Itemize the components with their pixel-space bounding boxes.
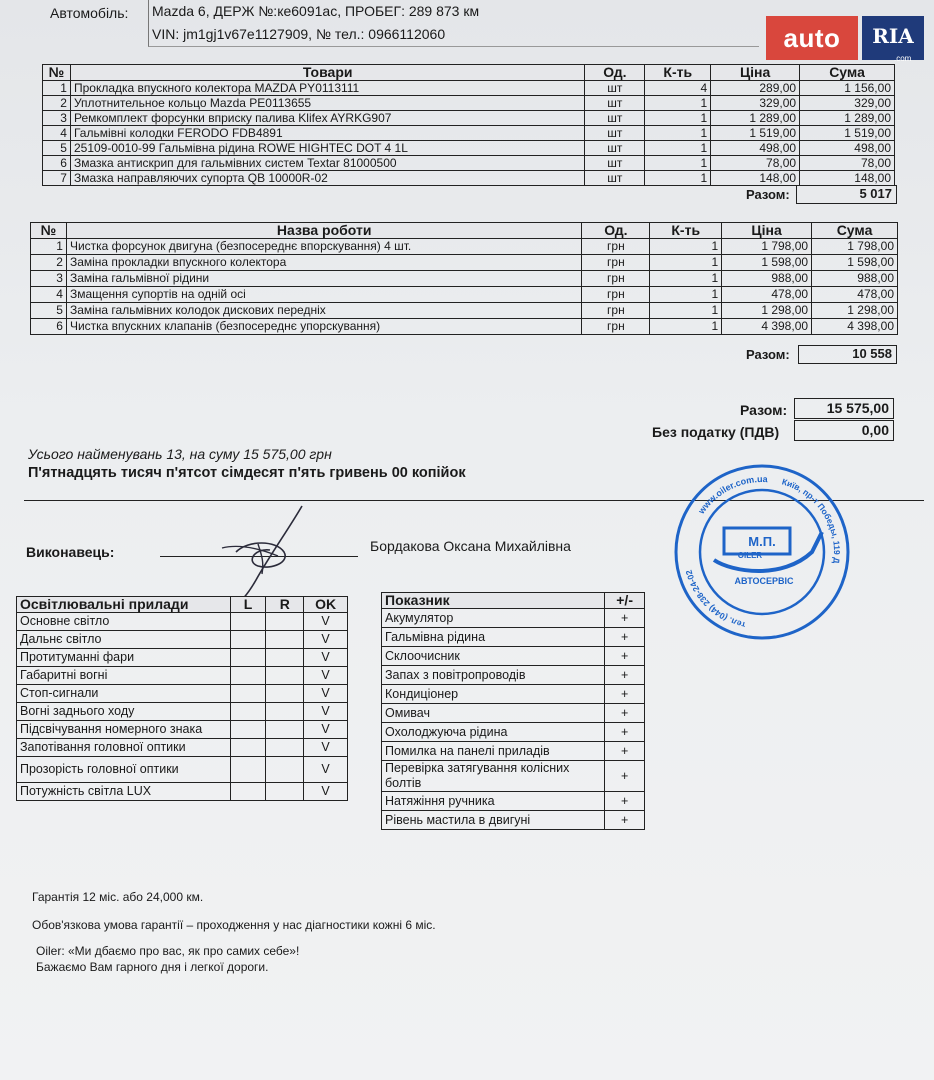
indicators-cell: Натяжіння ручника (382, 792, 605, 811)
indicators-row (382, 761, 645, 792)
works-cell: 1 298,00 (812, 303, 898, 319)
goods-cell: шт (585, 156, 645, 171)
stamp-service: АВТОСЕРВІС (734, 576, 794, 586)
goods-cell: 25109-0010-99 Гальмівна рідина ROWE HIGHTEC DOT 4 1L (70, 141, 584, 156)
works-row (31, 271, 898, 287)
lights-row (17, 783, 348, 801)
goods-header-3: К-ть (645, 65, 711, 81)
works-cell: 5 (31, 303, 67, 319)
indicators-cell: + (605, 704, 645, 723)
works-cell: 1 598,00 (812, 255, 898, 271)
stamp-brand: OILER (737, 551, 763, 560)
goods-cell: 1 519,00 (711, 126, 800, 141)
indicators-cell: + (605, 685, 645, 704)
items-count-line: Усього найменувань 13, на суму 15 575,00 грн (28, 446, 332, 462)
goods-header-0: № (43, 65, 71, 81)
stamp-mp: М.П. (748, 534, 776, 549)
goods-cell: Уплотнительное кольцо Mazda PE0113655 (70, 96, 584, 111)
lights-header-row (17, 597, 348, 613)
lights-row (17, 739, 348, 757)
goods-cell: шт (585, 81, 645, 96)
goods-cell: 498,00 (800, 141, 895, 156)
works-table (30, 222, 898, 335)
goods-cell: 148,00 (800, 171, 895, 186)
grand-total-label: Разом: (740, 402, 788, 418)
works-row (31, 287, 898, 303)
works-header-1: Назва роботи (66, 223, 581, 239)
lights-cell (230, 783, 266, 801)
handwritten-signature (218, 500, 328, 610)
goods-cell: 7 (43, 171, 71, 186)
goods-cell: 498,00 (711, 141, 800, 156)
works-row (31, 303, 898, 319)
indicators-cell: + (605, 811, 645, 830)
goods-cell: шт (585, 96, 645, 111)
lights-row (17, 649, 348, 667)
goods-row (43, 126, 895, 141)
goods-table (42, 64, 895, 186)
goods-cell: 6 (43, 156, 71, 171)
works-cell: Чистка форсунок двигуна (безпосереднє впорскування) 4 шт. (66, 239, 581, 255)
lights-cell: Основне світло (17, 613, 231, 631)
goods-cell: 1 (43, 81, 71, 96)
works-cell: 1 (650, 239, 722, 255)
indicators-cell: + (605, 666, 645, 685)
indicators-row (382, 723, 645, 742)
lights-row (17, 631, 348, 649)
indicators-row (382, 685, 645, 704)
goods-cell: 329,00 (800, 96, 895, 111)
wish-line: Бажаємо Вам гарного дня і легкої дороги. (36, 960, 269, 974)
goods-cell: Змазка антискрип для гальмівних систем Textar 81000500 (70, 156, 584, 171)
lights-cell: Прозорість головної оптики (17, 757, 231, 783)
lights-header-2: R (266, 597, 304, 613)
works-row (31, 255, 898, 271)
works-cell: 1 (31, 239, 67, 255)
goods-cell: Змазка направляючих супорта QB 10000R-02 (70, 171, 584, 186)
lights-cell (266, 613, 304, 631)
works-cell: 478,00 (722, 287, 812, 303)
goods-total-value: 5 017 (796, 185, 897, 204)
works-cell: 4 398,00 (722, 319, 812, 335)
works-header-3: К-ть (650, 223, 722, 239)
lights-cell: Протитуманні фари (17, 649, 231, 667)
amount-in-words: П'ятнадцять тисяч п'ятсот сімдесят п'ять гривень 00 копійок (28, 465, 466, 481)
indicators-cell: Рівень мастила в двигуні (382, 811, 605, 830)
lights-cell: V (304, 783, 348, 801)
goods-cell: 1 (645, 126, 711, 141)
goods-cell: Прокладка впускного колектора MAZDA PY0113111 (70, 81, 584, 96)
indicators-row (382, 647, 645, 666)
vat-value: 0,00 (794, 420, 894, 441)
works-header-4: Ціна (722, 223, 812, 239)
lights-cell: V (304, 667, 348, 685)
goods-header-2: Од. (585, 65, 645, 81)
indicators-cell: Гальмівна рідина (382, 628, 605, 647)
lights-cell (230, 631, 266, 649)
lights-cell: Підсвічування номерного знака (17, 721, 231, 739)
lights-row (17, 613, 348, 631)
indicators-cell: + (605, 647, 645, 666)
lights-cell: V (304, 631, 348, 649)
lights-cell (230, 667, 266, 685)
goods-row (43, 81, 895, 96)
lights-header-1: L (230, 597, 266, 613)
goods-total-label: Разом: (746, 187, 790, 202)
indicators-header-0: Показник (382, 593, 605, 609)
works-cell: 1 (650, 319, 722, 335)
car-value: Mazda 6, ДЕРЖ №:ке6091ас, ПРОБЕГ: 289 873 км (152, 3, 480, 19)
works-cell: 3 (31, 271, 67, 287)
lights-cell: V (304, 649, 348, 667)
indicators-cell: + (605, 742, 645, 761)
lights-body (17, 613, 348, 801)
lights-cell: Запотівання головної оптики (17, 739, 231, 757)
lights-row (17, 685, 348, 703)
lights-cell (266, 667, 304, 685)
indicators-cell: Охолоджуюча рідина (382, 723, 605, 742)
goods-cell: 1 156,00 (800, 81, 895, 96)
lights-cell (266, 757, 304, 783)
lights-cell (266, 703, 304, 721)
goods-cell: 329,00 (711, 96, 800, 111)
works-cell: 1 (650, 303, 722, 319)
header-box (148, 0, 759, 47)
works-cell: 1 598,00 (722, 255, 812, 271)
works-header-0: № (31, 223, 67, 239)
indicators-row (382, 628, 645, 647)
works-cell: грн (582, 271, 650, 287)
lights-cell (230, 721, 266, 739)
vin-value: VIN: jm1gj1v67e1127909, № тел.: 0966112060 (152, 26, 446, 42)
autoria-logo (766, 12, 926, 62)
indicators-cell: Омивач (382, 704, 605, 723)
indicators-row (382, 704, 645, 723)
slogan-line: Oiler: «Ми дбаємо про вас, як про самих себе»! (36, 944, 300, 958)
lights-cell: V (304, 703, 348, 721)
goods-cell: Гальмівні колодки FERODO FDB4891 (70, 126, 584, 141)
goods-row (43, 111, 895, 126)
works-body (31, 239, 898, 335)
goods-cell: 3 (43, 111, 71, 126)
works-cell: 6 (31, 319, 67, 335)
lights-table (16, 596, 348, 801)
lights-cell (230, 703, 266, 721)
goods-cell: 1 519,00 (800, 126, 895, 141)
works-cell: грн (582, 255, 650, 271)
lights-cell (230, 739, 266, 757)
works-cell: 4 398,00 (812, 319, 898, 335)
works-cell: Чистка впускних клапанів (безпосереднє упорскування) (66, 319, 581, 335)
works-cell: 988,00 (812, 271, 898, 287)
works-cell: грн (582, 319, 650, 335)
lights-cell: Стоп-сигнали (17, 685, 231, 703)
lights-cell: Дальнє світло (17, 631, 231, 649)
goods-cell: Ремкомплект форсунки вприску палива Klifex AYRKG907 (70, 111, 584, 126)
stamp-url: www.oiler.com.ua (696, 473, 768, 516)
lights-cell: V (304, 685, 348, 703)
works-cell: Змащення супортів на одній осі (66, 287, 581, 303)
goods-cell: 1 289,00 (800, 111, 895, 126)
indicators-row (382, 666, 645, 685)
goods-header-5: Сума (800, 65, 895, 81)
works-cell: 478,00 (812, 287, 898, 303)
works-total-value: 10 558 (798, 345, 897, 364)
works-cell: 1 (650, 287, 722, 303)
lights-cell (266, 721, 304, 739)
works-row (31, 319, 898, 335)
works-cell: Заміна гальмівних колодок дискових передніх (66, 303, 581, 319)
goods-row (43, 141, 895, 156)
works-header-row (31, 223, 898, 239)
goods-cell: шт (585, 111, 645, 126)
works-total-label: Разом: (746, 347, 790, 362)
stamp-address: Київ, пр-т Победы, 119 Д (780, 476, 843, 565)
indicators-cell: + (605, 723, 645, 742)
goods-row (43, 156, 895, 171)
logo-auto-text: auto (766, 16, 858, 60)
goods-cell: шт (585, 141, 645, 156)
executor-label: Виконавець: (26, 544, 115, 560)
svg-text:www.oiler.com.ua (696, 474, 769, 516)
goods-header-1: Товари (70, 65, 584, 81)
goods-cell: 1 (645, 141, 711, 156)
warranty-line: Гарантія 12 міс. або 24,000 км. (32, 890, 204, 904)
lights-row (17, 667, 348, 685)
lights-header-0: Освітлювальні прилади (17, 597, 231, 613)
indicators-cell: Перевірка затягування колісних болтів (382, 761, 605, 792)
lights-cell (266, 649, 304, 667)
indicators-cell: + (605, 628, 645, 647)
company-stamp (672, 462, 852, 642)
indicators-cell: Запах з повітропроводів (382, 666, 605, 685)
lights-cell (266, 685, 304, 703)
goods-cell: 1 (645, 96, 711, 111)
goods-body (43, 81, 895, 186)
works-cell: 1 798,00 (812, 239, 898, 255)
indicators-header-1: +/- (605, 593, 645, 609)
goods-cell: 4 (645, 81, 711, 96)
indicators-cell: Кондиціонер (382, 685, 605, 704)
indicators-row (382, 609, 645, 628)
goods-header-4: Ціна (711, 65, 800, 81)
goods-cell: 289,00 (711, 81, 800, 96)
warranty-condition-line: Обов'язкова умова гарантії – проходження у нас діагностики кожні 6 міс. (32, 918, 436, 932)
lights-cell (230, 649, 266, 667)
lights-cell: Вогні заднього ходу (17, 703, 231, 721)
lights-row (17, 703, 348, 721)
works-header-5: Сума (812, 223, 898, 239)
executor-name: Бордакова Оксана Михайлівна (370, 538, 571, 554)
lights-cell: V (304, 721, 348, 739)
logo-ria-text: RIA (862, 16, 924, 60)
works-cell: 2 (31, 255, 67, 271)
lights-cell (230, 757, 266, 783)
works-cell: 988,00 (722, 271, 812, 287)
lights-cell (230, 685, 266, 703)
indicators-cell: Склоочисник (382, 647, 605, 666)
lights-cell (266, 739, 304, 757)
works-cell: 1 (650, 271, 722, 287)
logo-domain-text: .com (894, 54, 912, 63)
lights-cell: V (304, 757, 348, 783)
lights-cell: V (304, 739, 348, 757)
goods-cell: 4 (43, 126, 71, 141)
goods-cell: 1 (645, 156, 711, 171)
indicators-cell: + (605, 792, 645, 811)
works-cell: Заміна гальмівної рідини (66, 271, 581, 287)
works-cell: грн (582, 303, 650, 319)
works-cell: грн (582, 287, 650, 303)
goods-header-row (43, 65, 895, 81)
lights-row (17, 721, 348, 739)
works-cell: 1 298,00 (722, 303, 812, 319)
goods-cell: 78,00 (800, 156, 895, 171)
indicators-row (382, 811, 645, 830)
goods-cell: 2 (43, 96, 71, 111)
indicators-body (382, 609, 645, 830)
indicators-row (382, 742, 645, 761)
goods-cell: шт (585, 171, 645, 186)
goods-cell: 5 (43, 141, 71, 156)
indicators-cell: Помилка на панелі приладів (382, 742, 605, 761)
indicators-row (382, 792, 645, 811)
indicators-cell: Акумулятор (382, 609, 605, 628)
works-cell: 1 (650, 255, 722, 271)
indicators-cell: + (605, 761, 645, 792)
works-cell: 4 (31, 287, 67, 303)
goods-cell: 1 289,00 (711, 111, 800, 126)
works-cell: Заміна прокладки впускного колектора (66, 255, 581, 271)
grand-total-value: 15 575,00 (794, 398, 894, 419)
goods-cell: 1 (645, 111, 711, 126)
lights-cell: Потужність світла LUX (17, 783, 231, 801)
goods-row (43, 171, 895, 186)
works-row (31, 239, 898, 255)
goods-cell: 148,00 (711, 171, 800, 186)
goods-cell: 1 (645, 171, 711, 186)
indicators-header-row (382, 593, 645, 609)
lights-header-3: OK (304, 597, 348, 613)
goods-cell: 78,00 (711, 156, 800, 171)
goods-cell: шт (585, 126, 645, 141)
lights-cell: V (304, 613, 348, 631)
works-cell: грн (582, 239, 650, 255)
indicators-table (381, 592, 645, 830)
stamp-phone: тел. (044) 238-24-02 (683, 568, 747, 631)
lights-row (17, 757, 348, 783)
works-cell: 1 798,00 (722, 239, 812, 255)
lights-cell (266, 631, 304, 649)
car-label: Автомобіль: (50, 5, 129, 21)
indicators-cell: + (605, 609, 645, 628)
lights-cell (266, 783, 304, 801)
lights-cell (230, 613, 266, 631)
vat-label: Без податку (ПДВ) (652, 424, 780, 440)
goods-row (43, 96, 895, 111)
works-header-2: Од. (582, 223, 650, 239)
lights-cell: Габаритні вогні (17, 667, 231, 685)
